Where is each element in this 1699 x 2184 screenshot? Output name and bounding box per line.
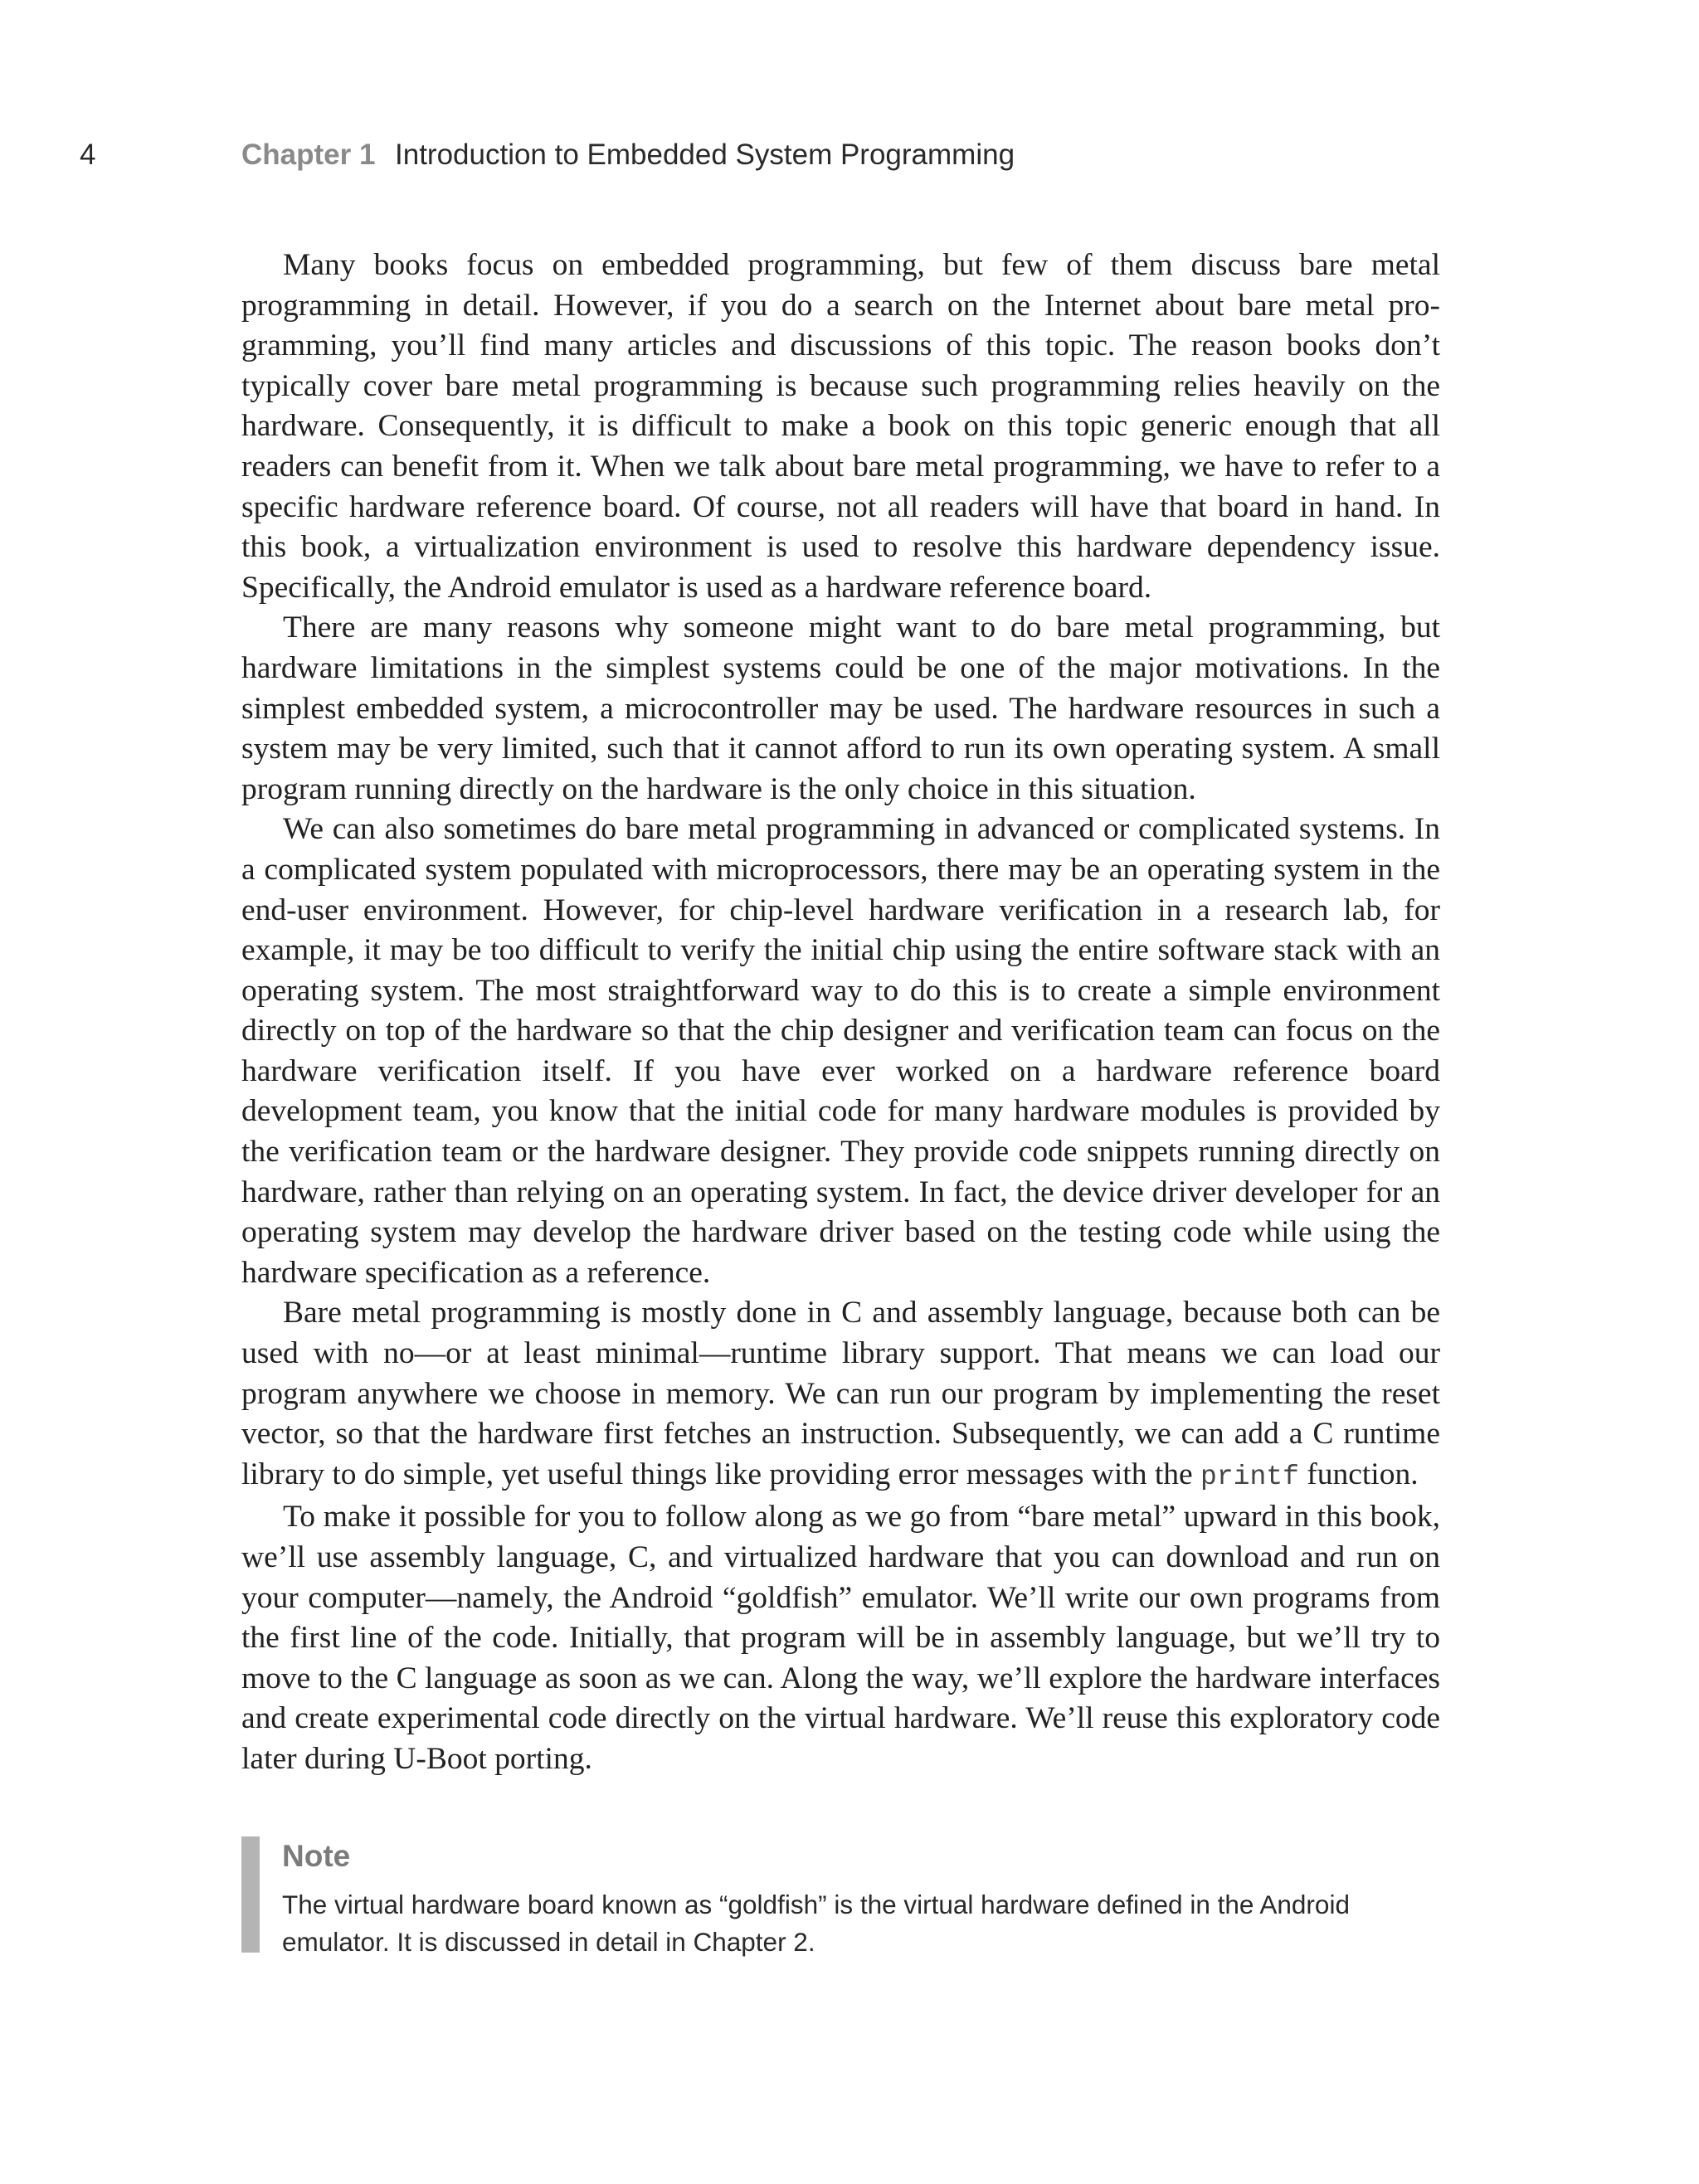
note-box: [241, 1836, 1440, 1957]
running-head: [0, 134, 1699, 176]
note-heading: Note: [282, 1839, 351, 1873]
paragraph: To make it possible for you to follow along as we go from “bare metal” upward in this book, we’ll use assembly language, C, and virtualized hardware that you can download and run on your computer—namely, the Android “goldfish” emulator. We’ll write our own programs from the first line of the code. Initially, that program will be in assembly language, but we’ll try to move to the C language as soon as we can. Along the way, we’ll explore the hardware interfaces and create experimental code directly on the virtual hardware. We’ll reuse this exploratory code later during U-Boot porting.: [241, 1500, 1440, 1776]
chapter-label: Chapter 1: [241, 139, 376, 171]
paragraph: Many books focus on embedded programming, but few of them discuss bare metal programming in detail. However, if you do a search on the Internet about bare metal programming, you’ll find many articles and discussions of this topic. The reason books don’t typically cover bare metal programming is because such programming relies heavily on the hardware. Consequently, it is difficult to make a book on this topic generic enough that all readers can benefit from it. When we talk about bare metal programming, we have to refer to a specific hardware reference board. Of course, not all readers will have that board in hand. In this book, a virtualization environment is used to resolve this hardware dependency issue. Specifically, the Android emulator is used as a hardware reference board.: [241, 248, 1440, 605]
page-number: 4: [80, 139, 96, 171]
inline-code: printf: [1200, 1461, 1299, 1492]
paragraph: We can also sometimes do bare metal programming in advanced or complicated systems. In a complicated system populated with microprocessors, there may be an operating system in the end-user environment. However, for chip-level hardware verification in a research lab, for example, it may be too difficult to verify the initial chip using the entire software stack with an operating system. The most straightforward way to do this is to create a simple environment directly on top of the hardware so that the chip designer and verification team can focus on the hardware verification itself. If you have ever worked on a hardware reference board development team, you know that the initial code for many hardware modules is provided by the verification team or the hardware designer. They provide code snippets running directly on hardware, rather than relying on an operating system. In fact, the device driver developer for an operating system may develop the hardware driver based on the testing code while using the hardware specification as a reference.: [241, 812, 1440, 1290]
note-text: The virtual hardware board known as “goldfish” is the virtual hardware defined in the Android emulator. It is discussed in detail in Chapter 2.: [282, 1890, 1350, 1957]
paragraph: [241, 1293, 1440, 1497]
chapter-title: Introduction to Embedded System Programming: [395, 139, 1015, 171]
paragraph-text: Bare metal programming is mostly done in C and assembly language, because both can be used with no—or at least minimal—runtime library support. That means we can load our program anywhere we choose in memory. We can run our program by implementing the reset vector, so that the hardware first fetches an instruction. Subsequently, we can add a C runtime library to do simple, yet useful things like providing error messages with the: [241, 1296, 1440, 1491]
body-text: [241, 246, 1440, 1780]
paragraph-tail: function.: [1307, 1457, 1419, 1491]
note-bar: [241, 1836, 260, 1953]
paragraph: There are many reasons why someone might want to do bare metal programming, but hardware limitations in the simplest systems could be one of the major motivations. In the simplest embedded system, a microcontroller may be used. The hardware resources in such a system may be very limited, such that it cannot afford to run its own operating system. A small program running directly on the hardware is the only choice in this situation.: [241, 610, 1440, 806]
